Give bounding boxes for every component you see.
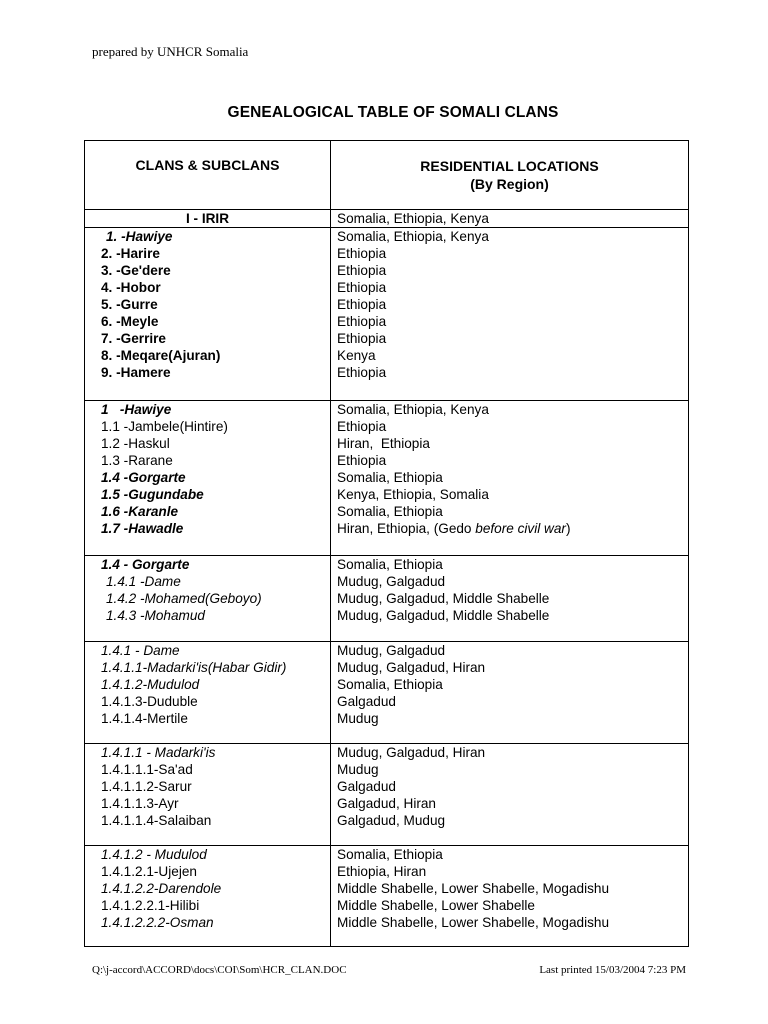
clan-line: 1.4.1.3-Duduble: [101, 694, 198, 709]
location-line: Kenya, Ethiopia, Somalia: [337, 487, 489, 502]
location-line: Middle Shabelle, Lower Shabelle: [337, 898, 535, 913]
clan-line: 1.7 -Hawadle: [101, 521, 184, 536]
clan-line: 1.1 -Jambele(Hintire): [101, 419, 228, 434]
clan-line: 4. -Hobor: [101, 280, 161, 295]
clan-line: 1.4 -Gorgarte: [101, 470, 186, 485]
clan-line: 1.4.1.1.4-Salaiban: [101, 813, 212, 828]
clan-line: 1.4.1.2.2.1-Hilibi: [101, 898, 200, 913]
location-line: Somalia, Ethiopia, Kenya: [337, 402, 489, 417]
clan-line: 1.4.1.2 - Mudulod: [101, 847, 207, 862]
footer-last-printed: Last printed 15/03/2004 7:23 PM: [539, 964, 686, 976]
location-line: Middle Shabelle, Lower Shabelle, Mogadishu: [337, 881, 610, 896]
location-line: Ethiopia: [337, 365, 387, 380]
location-line: Mudug, Galgadud: [337, 574, 446, 589]
clan-line: 1.4.1.1.3-Ayr: [101, 796, 179, 811]
clan-line: 8. -Meqare(Ajuran): [101, 348, 221, 363]
location-cell: [331, 228, 689, 401]
residential-locations-header-line1: RESIDENTIAL LOCATIONS: [420, 158, 599, 174]
clan-line: 1.4.1.2.2.2-Osman: [101, 915, 214, 930]
clan-line: 1.5 -Gugundabe: [101, 487, 204, 502]
clan-line: 1.4.1.1-Madarki'is(Habar Gidir): [101, 660, 287, 675]
location-text: ): [565, 521, 571, 536]
prepared-by-header: prepared by UNHCR Somalia: [92, 44, 249, 59]
clan-line: 7. -Gerrire: [101, 331, 166, 346]
location-line: Mudug, Galgadud: [337, 643, 446, 658]
location-cell: [331, 846, 689, 947]
location-line: Somalia, Ethiopia, Kenya: [337, 229, 489, 244]
location-line: Somalia, Ethiopia: [337, 677, 443, 692]
clan-cell: [85, 642, 331, 744]
clan-line: 1.4.3 -Mohamud: [106, 608, 205, 623]
clan-line: 6. -Meyle: [101, 314, 159, 329]
location-line: Ethiopia: [337, 453, 387, 468]
document-title: GENEALOGICAL TABLE OF SOMALI CLANS: [227, 104, 559, 121]
footer-file-path: Q:\j-accord\ACCORD\docs\COI\Som\HCR_CLAN.DOC: [92, 964, 347, 976]
clan-cell: [85, 228, 331, 401]
clan-table: [84, 140, 689, 947]
clan-line: 1.4.1.2.2-Darendole: [101, 881, 222, 896]
clan-line: 1.3 -Rarane: [101, 453, 173, 468]
location-line: Ethiopia: [337, 246, 387, 261]
location-line: Kenya: [337, 348, 376, 363]
clans-subclans-header: CLANS & SUBCLANS: [85, 141, 331, 210]
location-line: Galgadud: [337, 694, 396, 709]
location-line: Somalia, Ethiopia: [337, 504, 443, 519]
location-line: Ethiopia: [337, 314, 387, 329]
location-line: Ethiopia: [337, 280, 387, 295]
table-row-group-6: [85, 846, 689, 947]
clan-line: 1. -Hawiye: [106, 229, 173, 244]
table-row-group-3: [85, 556, 689, 642]
location-line: Mudug, Galgadud, Hiran: [337, 660, 486, 675]
clan-cell: I - IRIR: [85, 210, 331, 228]
location-line: [337, 520, 688, 537]
location-cell: [331, 556, 689, 642]
clan-line: 1.4.1.1.2-Sarur: [101, 779, 192, 794]
table-row-group-1: [85, 228, 689, 401]
location-cell: [331, 642, 689, 744]
clan-line: 1.4 - Gorgarte: [101, 557, 190, 572]
location-line: Ethiopia: [337, 263, 387, 278]
location-line: Ethiopia: [337, 297, 387, 312]
location-cell: [331, 744, 689, 846]
location-line: Hiran, Ethiopia: [337, 436, 430, 451]
location-line: Somalia, Ethiopia: [337, 847, 443, 862]
location-line: Mudug: [337, 762, 379, 777]
clan-line: 1.2 -Haskul: [101, 436, 170, 451]
clan-line: 5. -Gurre: [101, 297, 158, 312]
table-row-group-4: [85, 642, 689, 744]
location-line: Middle Shabelle, Lower Shabelle, Mogadishu: [337, 915, 610, 930]
location-line: Ethiopia: [337, 331, 387, 346]
clan-line: 9. -Hamere: [101, 365, 171, 380]
clan-line: 1.4.1.1 - Madarki'is: [101, 745, 216, 760]
table-header-row: [85, 141, 689, 210]
clan-cell: [85, 401, 331, 556]
location-line: Mudug, Galgadud, Middle Shabelle: [337, 608, 550, 623]
location-cell: Somalia, Ethiopia, Kenya: [331, 210, 689, 228]
clan-line: 2. -Harire: [101, 246, 160, 261]
location-line: Galgadud, Mudug: [337, 813, 446, 828]
clan-line: 1.4.1.2.1-Ujejen: [101, 864, 197, 879]
clan-line: 1.4.1 - Dame: [101, 643, 180, 658]
clan-line: 3. -Ge'dere: [101, 263, 171, 278]
location-text: Hiran, Ethiopia, (Gedo: [337, 521, 476, 536]
clan-line: 1.4.1 -Dame: [106, 574, 181, 589]
location-line: Mudug, Galgadud, Hiran: [337, 745, 486, 760]
table-row-irir: [85, 210, 689, 228]
clan-cell: [85, 556, 331, 642]
location-line: Ethiopia, Hiran: [337, 864, 427, 879]
clan-cell: [85, 846, 331, 947]
location-text-italic: before civil war: [475, 521, 566, 536]
clan-line: 1 -Hawiye: [101, 402, 172, 417]
location-line: Somalia, Ethiopia: [337, 470, 443, 485]
clan-line: 1.4.2 -Mohamed(Geboyo): [106, 591, 262, 606]
clan-line: 1.4.1.2-Mudulod: [101, 677, 200, 692]
table-row-group-5: [85, 744, 689, 846]
residential-locations-header-line2: (By Region): [470, 176, 549, 192]
location-line: Somalia, Ethiopia: [337, 557, 443, 572]
location-line: Mudug, Galgadud, Middle Shabelle: [337, 591, 550, 606]
residential-locations-header: [331, 141, 689, 210]
location-line: Mudug: [337, 711, 379, 726]
location-line: Galgadud: [337, 779, 396, 794]
clan-cell: [85, 744, 331, 846]
location-line: Ethiopia: [337, 419, 387, 434]
clan-line: 1.4.1.1.1-Sa'ad: [101, 762, 193, 777]
location-line: Galgadud, Hiran: [337, 796, 436, 811]
table-row-group-2: [85, 401, 689, 556]
clan-line: 1.4.1.4-Mertile: [101, 711, 188, 726]
clan-line: 1.6 -Karanle: [101, 504, 179, 519]
location-cell: [331, 401, 689, 556]
